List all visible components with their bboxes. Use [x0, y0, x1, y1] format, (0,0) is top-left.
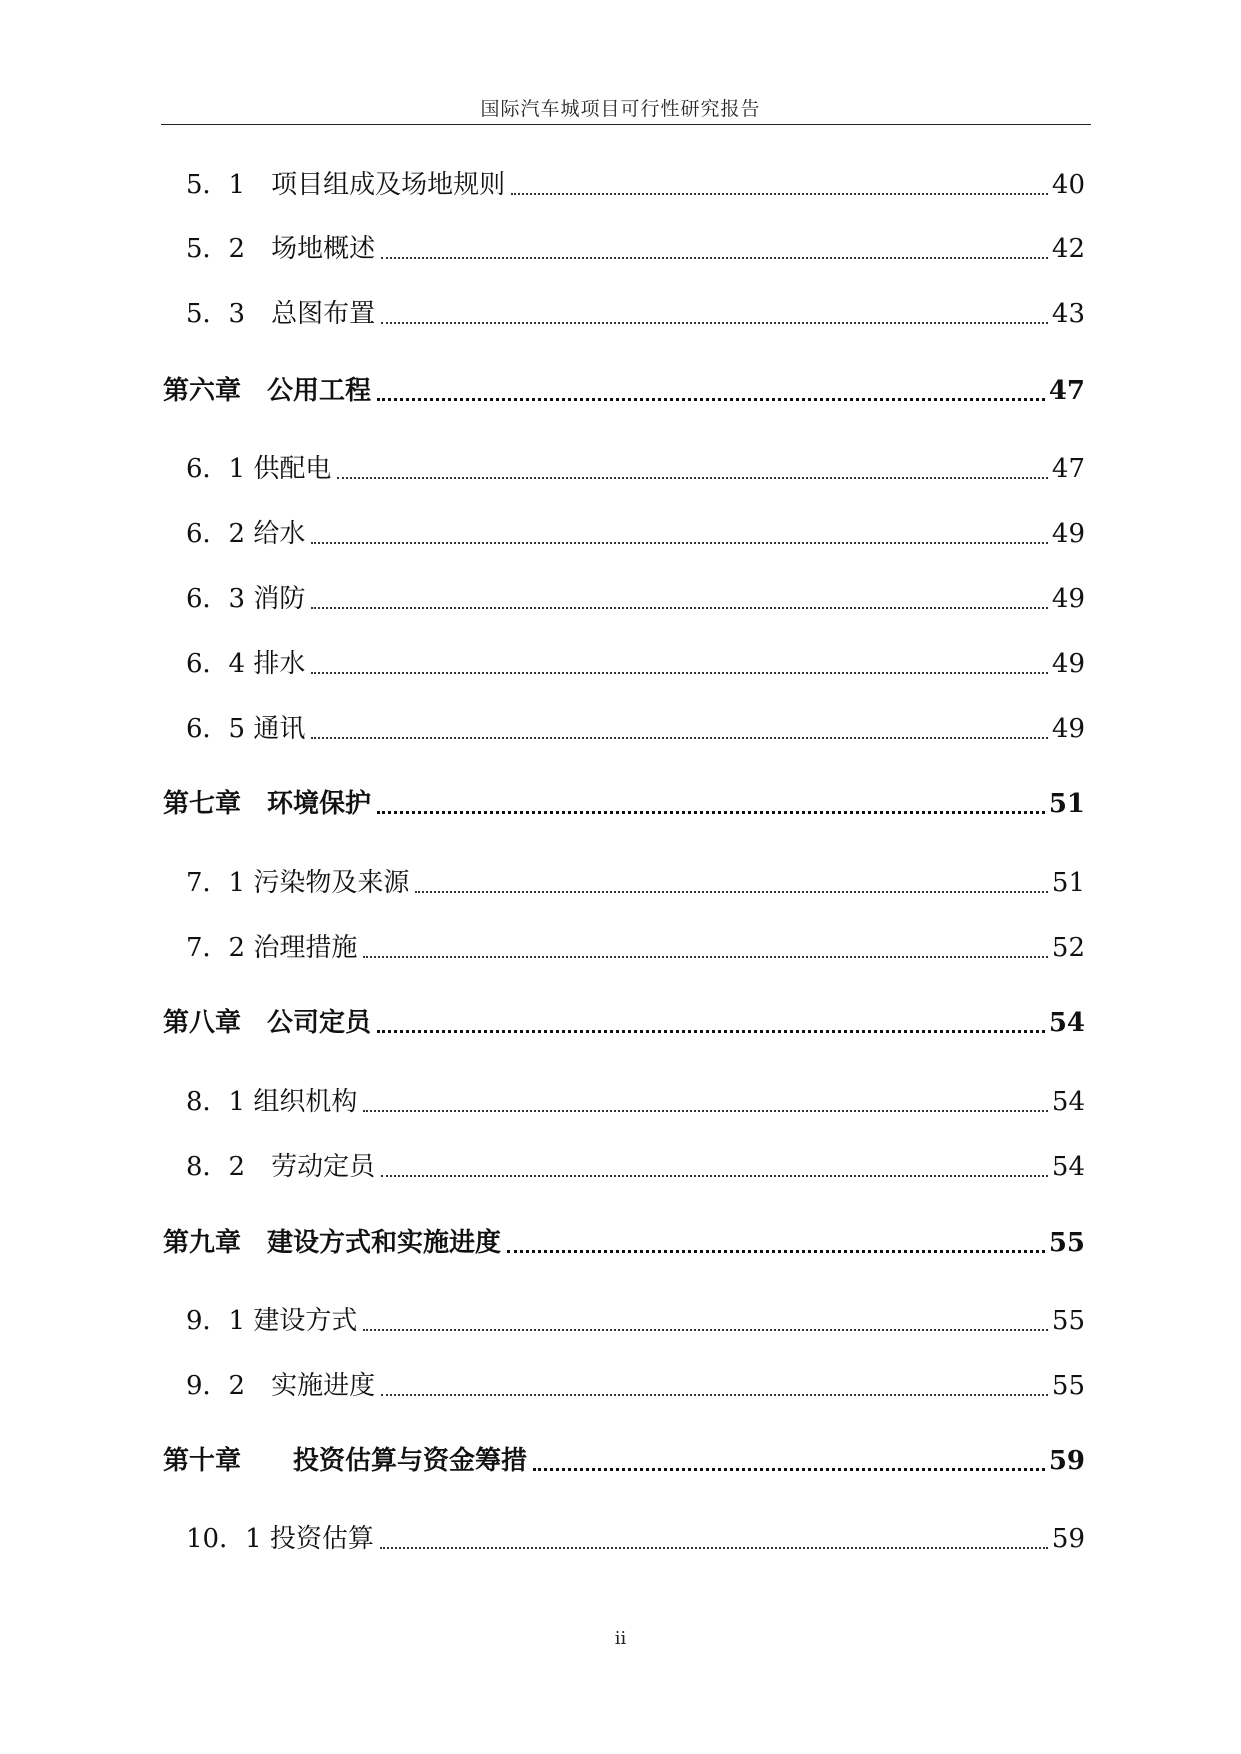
- toc-entry-label: 6．5 通讯: [186, 714, 306, 744]
- toc-entry[interactable]: [186, 1365, 1085, 1402]
- toc-chapter-entry[interactable]: [163, 1002, 1085, 1039]
- toc-entry[interactable]: [186, 513, 1085, 550]
- page-number: ii: [614, 1628, 627, 1649]
- toc-leader-dots: [381, 1175, 1048, 1177]
- toc-entry-label: 9．2 实施进度: [186, 1371, 376, 1401]
- toc-chapter-entry[interactable]: [163, 783, 1085, 820]
- toc-entry[interactable]: [186, 293, 1085, 330]
- toc-leader-dots: [363, 956, 1048, 958]
- toc-entry-label: 6．3 消防: [186, 584, 306, 614]
- toc-entry[interactable]: [186, 927, 1085, 964]
- toc-entry-label: 6．2 给水: [186, 519, 306, 549]
- toc-entry-label: 7．1 污染物及来源: [186, 868, 410, 898]
- toc-entry-page: 49: [1051, 519, 1085, 549]
- toc-leader-dots: [507, 1250, 1045, 1253]
- toc-entry-page: 55: [1051, 1306, 1085, 1336]
- toc-chapter-label: 第七章 环境保护: [163, 789, 372, 819]
- toc-entry-label: 9．1 建设方式: [186, 1306, 358, 1336]
- toc-entry-page: 42: [1051, 234, 1085, 264]
- toc-entry[interactable]: [186, 578, 1085, 615]
- toc-entry[interactable]: [186, 228, 1085, 265]
- toc-entry[interactable]: [186, 1300, 1085, 1337]
- toc-entry-page: 59: [1051, 1524, 1085, 1554]
- toc-leader-dots: [311, 607, 1048, 609]
- toc-leader-dots: [377, 811, 1045, 814]
- toc-entry-page: 40: [1051, 170, 1085, 200]
- toc-entry-page: 49: [1051, 649, 1085, 679]
- toc-entry[interactable]: [186, 708, 1085, 745]
- header-divider: [161, 124, 1091, 125]
- toc-entry[interactable]: [186, 862, 1085, 899]
- toc-entry[interactable]: [186, 164, 1085, 201]
- running-header-title: 国际汽车城项目可行性研究报告: [480, 98, 761, 120]
- toc-entry-label: 10．1 投资估算: [186, 1524, 374, 1554]
- toc-entry-label: 7．2 治理措施: [186, 933, 358, 963]
- toc-entry-page: 49: [1051, 714, 1085, 744]
- toc-chapter-page: 59: [1048, 1446, 1085, 1476]
- toc-leader-dots: [311, 672, 1048, 674]
- toc-entry-label: 6．4 排水: [186, 649, 306, 679]
- toc-chapter-page: 51: [1048, 789, 1085, 819]
- toc-chapter-page: 54: [1048, 1008, 1085, 1038]
- toc-leader-dots: [533, 1468, 1045, 1471]
- toc-entry-label: 6．1 供配电: [186, 454, 332, 484]
- toc-leader-dots: [311, 737, 1048, 739]
- toc-leader-dots: [511, 193, 1048, 195]
- toc-chapter-label: 第六章 公用工程: [163, 376, 372, 406]
- toc-entry[interactable]: [186, 1146, 1085, 1183]
- toc-entry-page: 43: [1051, 299, 1085, 329]
- toc-entry-label: 8．2 劳动定员: [186, 1152, 376, 1182]
- toc-entry-label: 5．2 场地概述: [186, 234, 376, 264]
- toc-leader-dots: [381, 257, 1048, 259]
- toc-leader-dots: [380, 1547, 1048, 1549]
- toc-chapter-entry[interactable]: [163, 1440, 1085, 1477]
- toc-entry[interactable]: [186, 448, 1085, 485]
- toc-leader-dots: [337, 477, 1048, 479]
- toc-entry-page: 54: [1051, 1152, 1085, 1182]
- toc-entry-page: 49: [1051, 584, 1085, 614]
- toc-entry[interactable]: [186, 1518, 1085, 1555]
- toc-entry-label: 5．1 项目组成及场地规则: [186, 170, 506, 200]
- toc-chapter-page: 55: [1048, 1228, 1085, 1258]
- toc-entry-page: 54: [1051, 1087, 1085, 1117]
- toc-chapter-entry[interactable]: [163, 1222, 1085, 1259]
- toc-entry-page: 52: [1051, 933, 1085, 963]
- toc-leader-dots: [381, 322, 1048, 324]
- toc-leader-dots: [363, 1329, 1048, 1331]
- toc-entry[interactable]: [186, 643, 1085, 680]
- toc-chapter-label: 第十章 投资估算与资金筹措: [163, 1446, 528, 1476]
- toc-leader-dots: [415, 891, 1048, 893]
- toc-chapter-label: 第八章 公司定员: [163, 1008, 372, 1038]
- toc-leader-dots: [377, 1030, 1045, 1033]
- toc-chapter-label: 第九章 建设方式和实施进度: [163, 1228, 502, 1258]
- toc-entry-label: 5．3 总图布置: [186, 299, 376, 329]
- toc-entry-label: 8．1 组织机构: [186, 1087, 358, 1117]
- toc-leader-dots: [377, 398, 1045, 401]
- toc-entry-page: 51: [1051, 868, 1085, 898]
- toc-leader-dots: [381, 1394, 1048, 1396]
- toc-leader-dots: [363, 1110, 1048, 1112]
- toc-entry-page: 55: [1051, 1371, 1085, 1401]
- toc-entry-page: 47: [1051, 454, 1085, 484]
- toc-chapter-page: 47: [1048, 376, 1085, 406]
- toc-chapter-entry[interactable]: [163, 370, 1085, 407]
- toc-leader-dots: [311, 542, 1048, 544]
- toc-entry[interactable]: [186, 1081, 1085, 1118]
